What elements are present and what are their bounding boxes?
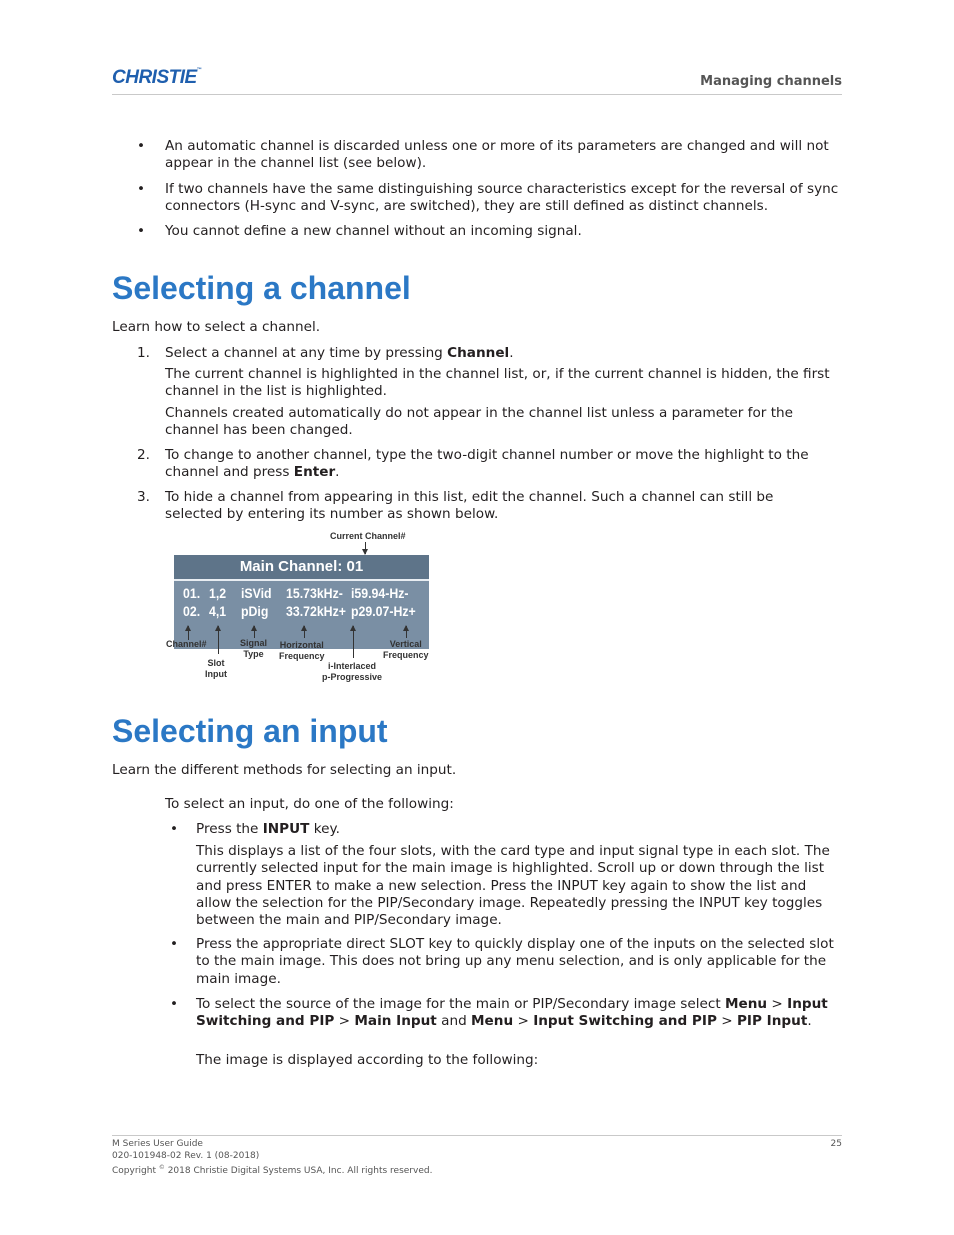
signal-type-label: Signal Type <box>240 638 268 659</box>
step-text: To change to another channel, type the two-digit channel number or move the highlight to the channel and press Enter. <box>165 447 809 481</box>
channel-list-panel <box>174 555 429 649</box>
list-item: You cannot define a new channel without an incoming signal. <box>165 223 582 239</box>
step-number: 3. <box>137 489 150 505</box>
slot-input-label: Slot Input <box>205 658 227 679</box>
christie-logo: CHRISTIE™ <box>112 67 202 88</box>
channel-row: 02. 4,1 pDig 33.72kHz+ p29.07-Hz+ <box>183 603 416 619</box>
bullet-dot: • <box>170 936 179 952</box>
section-lead: Learn how to select a channel. <box>112 319 321 335</box>
bullet-dot: • <box>137 138 146 154</box>
arrow-icon <box>304 626 305 638</box>
step-paragraph: The current channel is highlighted in the channel list, or, if the current channel is hidden, the first channel in the list is highlighted. <box>165 366 830 400</box>
panel-title: Main Channel: 01 <box>174 555 429 579</box>
channel-row: 01. 1,2 iSVid 15.73kHz- i59.94-Hz- <box>183 585 409 601</box>
divider <box>174 579 429 581</box>
page-footer <box>112 1135 842 1178</box>
list-item: An automatic channel is discarded unless one or more of its parameters are changed and will not appear in the channel list (see below). <box>165 138 829 172</box>
list-item: If two channels have the same distinguishing source characteristics except for the reversal of sync connectors (H-sync and V-sync, are switched), they are still defined as distinct channels. <box>165 181 839 215</box>
channel-key: Channel <box>447 345 510 361</box>
section-lead: Learn the different methods for selecting an input. <box>112 762 457 778</box>
enter-key: Enter <box>293 464 336 481</box>
arrow-icon <box>188 626 189 640</box>
step-number: 1. <box>137 345 150 361</box>
channel-list-diagram <box>160 528 440 688</box>
page-header <box>112 66 842 95</box>
list-paragraph: This displays a list of the four slots, with the card type and input signal type in each slot. The currently selected input for the main image is highlighted. Scroll up or down through the list and press ENTER to make a new selection. Press the INPUT key again to show the list and allow the selection for the PIP/Secondary image. Repeatedly pressing the INPUT key toggles between the main and PIP/Secondary image. <box>196 843 830 929</box>
bullet-dot: • <box>137 223 146 239</box>
page-number: 25 <box>830 1139 842 1149</box>
step-text: To hide a channel from appearing in this list, edit the channel. Such a channel can still be selected by entering its number as shown below. <box>165 489 774 523</box>
input-key: INPUT <box>262 821 310 837</box>
bullet-dot: • <box>170 996 179 1012</box>
instruction-text: To select an input, do one of the following: <box>165 796 454 812</box>
bullet-dot: • <box>170 821 179 837</box>
section-title: Managing channels <box>700 74 842 89</box>
bullet-dot: • <box>137 181 146 197</box>
current-channel-label: Current Channel# <box>330 531 406 541</box>
arrow-icon <box>218 626 219 654</box>
list-item: Press the INPUT key. <box>196 821 340 837</box>
step-number: 2. <box>137 447 150 463</box>
footer-doc-number: 020-101948-02 Rev. 1 (08-2018) <box>112 1150 260 1161</box>
section-heading-selecting-channel: Selecting a channel <box>112 270 411 306</box>
arrow-icon <box>254 626 255 638</box>
footer-copyright: Copyright © 2018 Christie Digital Systems USA, Inc. All rights reserved. <box>112 1164 433 1176</box>
section-heading-selecting-input: Selecting an input <box>112 713 388 749</box>
arrow-icon <box>365 542 366 554</box>
list-item: Press the appropriate direct SLOT key to quickly display one of the inputs on the selected slot to the main image. This does not bring up any menu selection, and is only applicable for the main image. <box>196 936 834 987</box>
arrow-icon <box>353 626 354 658</box>
footer-doc-title: M Series User Guide <box>112 1139 203 1149</box>
channel-number-label: Channel# <box>166 639 207 649</box>
step-text: Select a channel at any time by pressing Channel. <box>165 345 514 361</box>
step-paragraph: Channels created automatically do not appear in the channel list unless a parameter for the channel has been changed. <box>165 405 794 439</box>
horizontal-frequency-label: Horizontal Frequency <box>279 640 325 661</box>
vertical-frequency-label: Vertical Frequency <box>383 639 429 660</box>
list-paragraph: The image is displayed according to the following: <box>196 1052 539 1068</box>
arrow-icon <box>406 626 407 638</box>
interlaced-progressive-label: i-Interlaced p-Progressive <box>322 661 383 682</box>
list-item: To select the source of the image for the main or PIP/Secondary image select Menu > Input Switching and PIP > Main Input and Menu > Input Switching and PIP > PIP Input. <box>196 996 828 1030</box>
